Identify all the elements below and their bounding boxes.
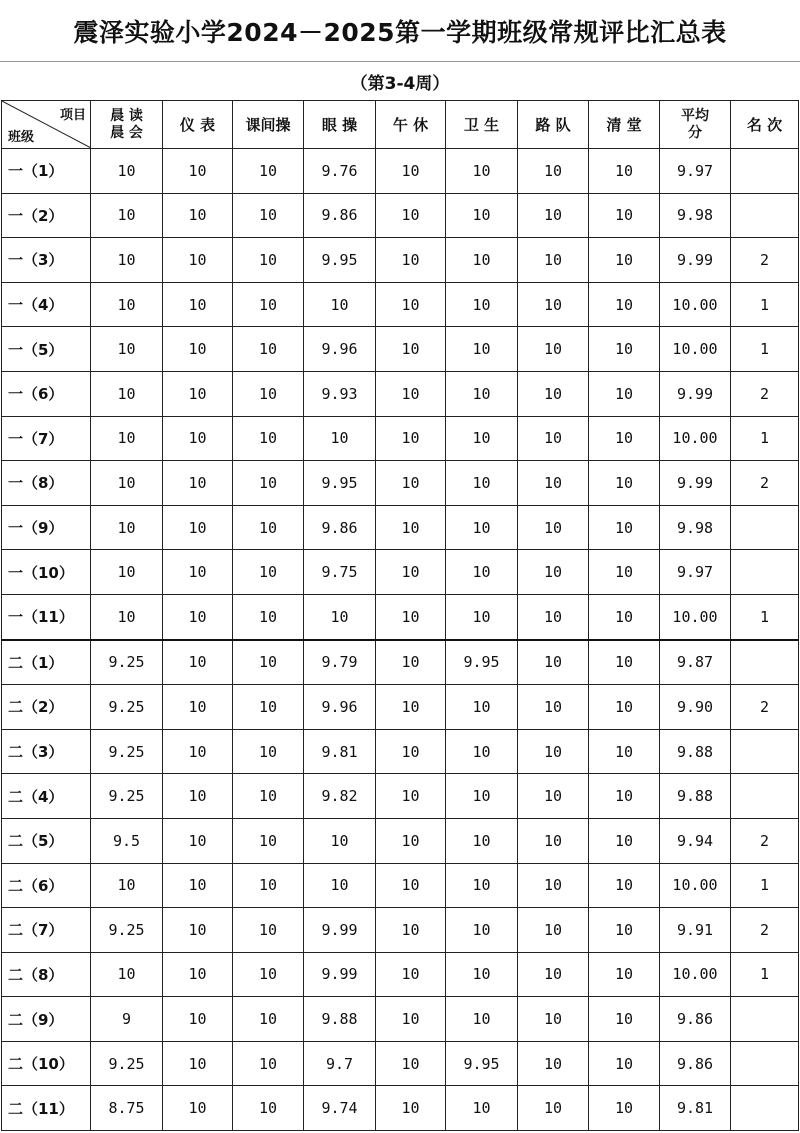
col-header: [304, 101, 376, 149]
score-cell: 10: [518, 193, 589, 238]
score-cell: 10: [233, 149, 304, 194]
corner-item-label: 项目: [59, 108, 86, 123]
score-cell: 10: [518, 371, 589, 416]
score-cell: 10: [91, 149, 163, 194]
rank-cell: 1: [731, 594, 799, 639]
score-cell: 10: [376, 952, 446, 997]
score-cell: 10: [376, 594, 446, 639]
score-cell: 10: [518, 505, 589, 550]
rank-cell: 2: [731, 908, 799, 953]
class-name-cell: 一（9）: [2, 505, 91, 550]
score-cell: 10: [163, 238, 233, 283]
score-cell: 10: [518, 1041, 589, 1086]
average-cell: 9.87: [660, 640, 731, 685]
average-cell: 9.88: [660, 729, 731, 774]
average-cell: 10.00: [660, 416, 731, 461]
table-row: [2, 149, 799, 194]
score-cell: 9.95: [446, 640, 518, 685]
score-cell: 9.79: [304, 640, 376, 685]
score-cell: 10: [91, 238, 163, 283]
score-cell: 9.95: [304, 238, 376, 283]
col-header-line1: 名 次: [746, 116, 783, 134]
page-title: 震泽实验小学2024－2025第一学期班级常规评比汇总表: [73, 17, 727, 47]
rank-cell: 1: [731, 416, 799, 461]
score-cell: 10: [163, 550, 233, 595]
score-cell: 8.75: [91, 1086, 163, 1131]
score-cell: 10: [589, 371, 660, 416]
table-row: [2, 416, 799, 461]
table-row: [2, 685, 799, 730]
score-cell: 10: [376, 327, 446, 372]
class-name-cell: 一（11）: [2, 594, 91, 639]
table-row: [2, 997, 799, 1042]
col-header: [446, 101, 518, 149]
score-cell: 10: [163, 774, 233, 819]
rank-cell: [731, 1041, 799, 1086]
score-cell: 9.86: [304, 505, 376, 550]
rank-cell: [731, 774, 799, 819]
score-cell: 10: [589, 685, 660, 730]
rank-cell: 1: [731, 327, 799, 372]
score-cell: 10: [589, 774, 660, 819]
score-cell: 10: [163, 1041, 233, 1086]
score-cell: 10: [304, 416, 376, 461]
score-cell: 10: [518, 952, 589, 997]
score-cell: 10: [376, 282, 446, 327]
score-cell: 10: [233, 1041, 304, 1086]
score-cell: 10: [91, 505, 163, 550]
rank-cell: 2: [731, 238, 799, 283]
score-cell: 9.25: [91, 908, 163, 953]
score-cell: 10: [163, 908, 233, 953]
table-row: [2, 640, 799, 685]
col-header: [731, 101, 799, 149]
score-cell: 10: [518, 282, 589, 327]
score-cell: 10: [233, 774, 304, 819]
score-cell: 9.25: [91, 729, 163, 774]
score-cell: 10: [446, 193, 518, 238]
score-cell: 10: [163, 371, 233, 416]
col-header-line1: 眼 操: [321, 116, 358, 134]
score-cell: 10: [233, 908, 304, 953]
score-cell: 10: [589, 550, 660, 595]
score-cell: 10: [446, 416, 518, 461]
score-cell: 10: [233, 416, 304, 461]
score-cell: 10: [589, 416, 660, 461]
class-name-cell: 二（2）: [2, 685, 91, 730]
title-bar: [0, 0, 800, 62]
score-cell: 10: [518, 238, 589, 283]
score-cell: 10: [376, 238, 446, 283]
class-name-cell: 一（5）: [2, 327, 91, 372]
class-name-cell: 一（3）: [2, 238, 91, 283]
score-cell: 10: [163, 505, 233, 550]
score-cell: 10: [589, 193, 660, 238]
score-cell: 10: [163, 327, 233, 372]
score-cell: 10: [163, 149, 233, 194]
rank-cell: [731, 1086, 799, 1131]
table-row: [2, 238, 799, 283]
score-cell: 10: [376, 1041, 446, 1086]
col-header: [233, 101, 304, 149]
col-header: [376, 101, 446, 149]
score-cell: 10: [376, 371, 446, 416]
class-name-cell: 二（10）: [2, 1041, 91, 1086]
col-header-line1: 仪 表: [179, 116, 216, 134]
score-cell: 10: [376, 774, 446, 819]
table-row: [2, 863, 799, 908]
score-cell: 10: [589, 908, 660, 953]
score-cell: 10: [163, 416, 233, 461]
table-row: [2, 1086, 799, 1131]
score-cell: 10: [518, 997, 589, 1042]
score-cell: 10: [91, 550, 163, 595]
score-cell: 10: [163, 952, 233, 997]
score-cell: 9.7: [304, 1041, 376, 1086]
score-cell: 10: [446, 908, 518, 953]
score-cell: 10: [446, 371, 518, 416]
score-cell: 10: [518, 908, 589, 953]
score-cell: 9.5: [91, 818, 163, 863]
score-cell: 10: [376, 997, 446, 1042]
score-cell: 10: [518, 1086, 589, 1131]
average-cell: 9.91: [660, 908, 731, 953]
average-cell: 10.00: [660, 594, 731, 639]
score-cell: 10: [91, 461, 163, 506]
score-table: [1, 100, 799, 1131]
rank-cell: [731, 550, 799, 595]
score-cell: 10: [446, 685, 518, 730]
score-cell: 10: [446, 461, 518, 506]
average-cell: 9.99: [660, 371, 731, 416]
score-cell: 10: [304, 818, 376, 863]
rank-cell: 2: [731, 818, 799, 863]
score-cell: 10: [446, 952, 518, 997]
score-cell: 9.74: [304, 1086, 376, 1131]
average-cell: 10.00: [660, 282, 731, 327]
score-cell: 10: [163, 193, 233, 238]
score-cell: 10: [304, 863, 376, 908]
score-cell: 10: [376, 461, 446, 506]
score-cell: 10: [91, 594, 163, 639]
score-cell: 9.82: [304, 774, 376, 819]
score-cell: 10: [376, 550, 446, 595]
score-cell: 10: [163, 461, 233, 506]
score-cell: 10: [233, 729, 304, 774]
col-header-line1: 晨 读: [110, 107, 143, 124]
score-cell: 10: [376, 729, 446, 774]
score-cell: 10: [446, 505, 518, 550]
rank-cell: 2: [731, 685, 799, 730]
score-cell: 10: [589, 1086, 660, 1131]
score-cell: 10: [446, 729, 518, 774]
score-cell: 9.25: [91, 640, 163, 685]
score-cell: 10: [589, 952, 660, 997]
score-cell: 10: [91, 863, 163, 908]
score-cell: 10: [233, 685, 304, 730]
rank-cell: [731, 505, 799, 550]
score-cell: 9.86: [304, 193, 376, 238]
score-cell: 10: [376, 863, 446, 908]
score-cell: 10: [91, 952, 163, 997]
score-cell: 10: [518, 594, 589, 639]
score-cell: 9.93: [304, 371, 376, 416]
score-cell: 10: [518, 327, 589, 372]
score-cell: 10: [589, 505, 660, 550]
score-cell: 9.99: [304, 952, 376, 997]
score-cell: 10: [518, 685, 589, 730]
score-cell: 9.81: [304, 729, 376, 774]
class-name-cell: 一（10）: [2, 550, 91, 595]
week-range: （第3-4周）: [350, 73, 450, 94]
average-cell: 9.81: [660, 1086, 731, 1131]
score-cell: 10: [163, 818, 233, 863]
score-cell: 10: [446, 1086, 518, 1131]
average-cell: 10.00: [660, 327, 731, 372]
score-cell: 10: [589, 327, 660, 372]
score-cell: 10: [589, 149, 660, 194]
score-cell: 10: [518, 863, 589, 908]
score-cell: 9.95: [446, 1041, 518, 1086]
average-cell: 10.00: [660, 863, 731, 908]
score-cell: 10: [163, 729, 233, 774]
class-name-cell: 一（1）: [2, 149, 91, 194]
col-header-line2: 分: [688, 124, 702, 141]
score-cell: 9.96: [304, 685, 376, 730]
score-cell: 10: [233, 952, 304, 997]
score-cell: 10: [233, 327, 304, 372]
score-cell: 10: [376, 149, 446, 194]
score-cell: 10: [304, 594, 376, 639]
score-cell: 10: [518, 818, 589, 863]
score-cell: 10: [589, 640, 660, 685]
col-header-line1: 路 队: [535, 116, 571, 134]
average-cell: 9.98: [660, 505, 731, 550]
score-cell: 10: [91, 327, 163, 372]
class-name-cell: 二（7）: [2, 908, 91, 953]
score-cell: 10: [233, 863, 304, 908]
rank-cell: [731, 149, 799, 194]
score-cell: 10: [233, 282, 304, 327]
score-cell: 10: [589, 461, 660, 506]
score-cell: 10: [163, 282, 233, 327]
col-header-line1: 清 堂: [606, 116, 642, 134]
score-cell: 10: [91, 193, 163, 238]
col-header: [518, 101, 589, 149]
class-name-cell: 一（7）: [2, 416, 91, 461]
class-name-cell: 二（8）: [2, 952, 91, 997]
class-name-cell: 一（2）: [2, 193, 91, 238]
score-cell: 10: [446, 149, 518, 194]
subtitle-bar: [0, 62, 800, 100]
score-cell: 10: [376, 416, 446, 461]
class-name-cell: 二（3）: [2, 729, 91, 774]
score-cell: 10: [233, 238, 304, 283]
score-cell: 9.75: [304, 550, 376, 595]
rank-cell: [731, 997, 799, 1042]
score-cell: 9.95: [304, 461, 376, 506]
table-row: [2, 908, 799, 953]
score-cell: 10: [233, 371, 304, 416]
score-cell: 10: [163, 863, 233, 908]
score-cell: 10: [518, 149, 589, 194]
average-cell: 9.97: [660, 149, 731, 194]
score-cell: 9.88: [304, 997, 376, 1042]
score-cell: 9.25: [91, 1041, 163, 1086]
score-cell: 10: [518, 416, 589, 461]
corner-header-cell: [2, 101, 91, 149]
class-name-cell: 二（6）: [2, 863, 91, 908]
table-row: [2, 193, 799, 238]
score-cell: 10: [233, 997, 304, 1042]
score-cell: 10: [233, 594, 304, 639]
header-row: [2, 101, 799, 149]
class-name-cell: 二（4）: [2, 774, 91, 819]
col-header: [163, 101, 233, 149]
table-row: [2, 282, 799, 327]
score-cell: 10: [518, 774, 589, 819]
average-cell: 9.99: [660, 461, 731, 506]
class-name-cell: 二（9）: [2, 997, 91, 1042]
score-cell: 10: [518, 729, 589, 774]
score-cell: 10: [91, 371, 163, 416]
col-header: [91, 101, 163, 149]
score-cell: 10: [446, 238, 518, 283]
score-cell: 10: [589, 282, 660, 327]
average-cell: 9.94: [660, 818, 731, 863]
average-cell: 10.00: [660, 952, 731, 997]
score-cell: 10: [446, 327, 518, 372]
col-header-line1: 平均: [681, 107, 709, 124]
score-cell: 10: [376, 193, 446, 238]
score-cell: 10: [446, 863, 518, 908]
rank-cell: [731, 193, 799, 238]
table-row: [2, 818, 799, 863]
table-row: [2, 550, 799, 595]
col-header-line1: 午 休: [392, 116, 429, 134]
score-cell: 10: [589, 818, 660, 863]
table-row: [2, 729, 799, 774]
rank-cell: [731, 729, 799, 774]
score-cell: 9.96: [304, 327, 376, 372]
score-cell: 10: [446, 774, 518, 819]
col-header-line1: 卫 生: [463, 116, 500, 134]
average-cell: 9.98: [660, 193, 731, 238]
score-cell: 10: [589, 238, 660, 283]
rank-cell: 2: [731, 371, 799, 416]
class-name-cell: 二（11）: [2, 1086, 91, 1131]
average-cell: 9.88: [660, 774, 731, 819]
score-cell: 10: [518, 550, 589, 595]
score-cell: 10: [233, 640, 304, 685]
score-cell: 10: [376, 1086, 446, 1131]
table-row: [2, 371, 799, 416]
score-cell: 10: [446, 550, 518, 595]
score-table-body: [2, 149, 799, 1131]
score-cell: 10: [446, 594, 518, 639]
score-cell: 9.25: [91, 685, 163, 730]
rank-cell: 2: [731, 461, 799, 506]
class-name-cell: 一（6）: [2, 371, 91, 416]
col-header-line1: 课间操: [245, 116, 291, 134]
score-cell: 10: [589, 863, 660, 908]
average-cell: 9.97: [660, 550, 731, 595]
score-cell: 9.99: [304, 908, 376, 953]
rank-cell: [731, 640, 799, 685]
score-cell: 10: [233, 818, 304, 863]
score-cell: 10: [376, 818, 446, 863]
score-cell: 10: [518, 640, 589, 685]
score-cell: 10: [304, 282, 376, 327]
col-header: [660, 101, 731, 149]
score-cell: 10: [233, 461, 304, 506]
score-cell: 10: [376, 505, 446, 550]
class-name-cell: 一（8）: [2, 461, 91, 506]
score-cell: 9.25: [91, 774, 163, 819]
col-header: [589, 101, 660, 149]
rank-cell: 1: [731, 863, 799, 908]
score-cell: 10: [233, 1086, 304, 1131]
score-cell: 10: [589, 997, 660, 1042]
corner-class-label: 班级: [8, 130, 35, 145]
score-cell: 9.76: [304, 149, 376, 194]
score-cell: 10: [91, 416, 163, 461]
class-name-cell: 一（4）: [2, 282, 91, 327]
score-cell: 10: [233, 550, 304, 595]
table-row: [2, 327, 799, 372]
average-cell: 9.90: [660, 685, 731, 730]
class-name-cell: 二（1）: [2, 640, 91, 685]
average-cell: 9.99: [660, 238, 731, 283]
score-cell: 10: [91, 282, 163, 327]
score-cell: 10: [233, 193, 304, 238]
score-cell: 10: [163, 1086, 233, 1131]
rank-cell: 1: [731, 952, 799, 997]
score-cell: 10: [163, 997, 233, 1042]
average-cell: 9.86: [660, 997, 731, 1042]
table-row: [2, 1041, 799, 1086]
table-row: [2, 505, 799, 550]
table-row: [2, 594, 799, 639]
score-cell: 10: [163, 594, 233, 639]
average-cell: 9.86: [660, 1041, 731, 1086]
score-cell: 10: [518, 461, 589, 506]
score-cell: 10: [163, 685, 233, 730]
score-cell: 10: [446, 282, 518, 327]
score-cell: 10: [233, 505, 304, 550]
table-row: [2, 461, 799, 506]
score-cell: 10: [589, 729, 660, 774]
score-cell: 10: [446, 997, 518, 1042]
score-cell: 9: [91, 997, 163, 1042]
score-cell: 10: [376, 685, 446, 730]
col-header-line2: 晨 会: [110, 124, 143, 141]
table-row: [2, 952, 799, 997]
score-cell: 10: [376, 640, 446, 685]
class-name-cell: 二（5）: [2, 818, 91, 863]
rank-cell: 1: [731, 282, 799, 327]
score-cell: 10: [589, 594, 660, 639]
score-cell: 10: [163, 640, 233, 685]
score-cell: 10: [446, 818, 518, 863]
score-cell: 10: [376, 908, 446, 953]
table-row: [2, 774, 799, 819]
score-cell: 10: [589, 1041, 660, 1086]
